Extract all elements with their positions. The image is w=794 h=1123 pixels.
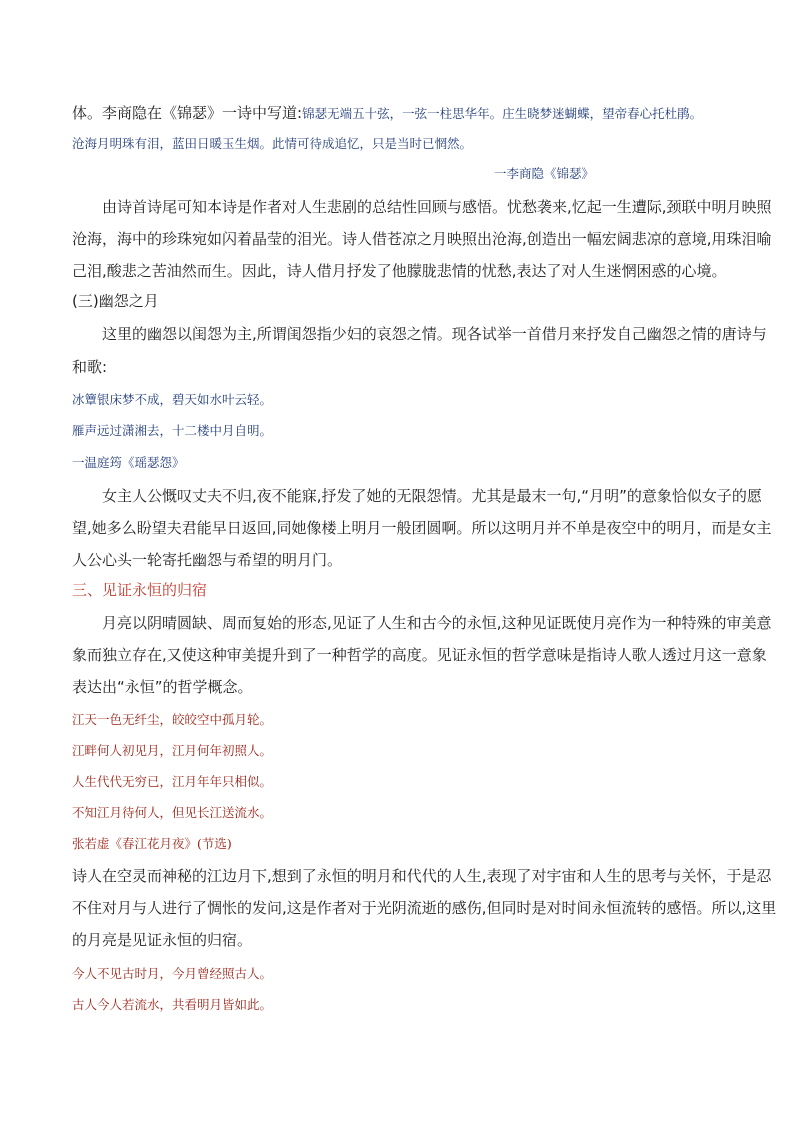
section-heading: (三)幽怨之月: [72, 292, 159, 310]
paragraph-line: 人公心头一轮寄托幽怨与希望的明月门。: [72, 551, 343, 569]
poem-verse: 雁声远过潇湘去，十二楼中月自明。: [72, 423, 273, 438]
poem-verse: 今人不见古时月，今月曾经照古人。: [72, 966, 273, 981]
poem-attribution: 一李商隐《锦瑟》: [493, 166, 594, 181]
poem-attribution: 张若虚《春江花月夜》(节选): [72, 836, 232, 851]
paragraph-line: 己泪,酸悲之苦油然而生。因此，诗人借月抒发了他朦胧悲情的忧愁,表达了对人生迷惘困惑的心境。: [72, 262, 727, 280]
poem-verse: 古人今人若流水，共看明月皆如此。: [72, 997, 273, 1012]
poem-verse: 不知江月待何人，但见长江送流水。: [72, 805, 273, 820]
poem-verse: 沧海月明珠有泪，蓝田日暖玉生烟。此情可待成追忆，只是当时已惘然。: [72, 136, 473, 151]
paragraph-line: 由诗首诗尾可知本诗是作者对人生悲剧的总结性回顾与感悟。忧愁袭来,忆起一生遭际,颈联中明月映照: [102, 198, 772, 216]
paragraph-line: [72, 103, 702, 124]
paragraph-line: 表达出“永恒”的哲学概念。: [72, 678, 253, 696]
paragraph-line: 诗人在空灵而神秘的江边月下,想到了永恒的明月和代代的人生,表现了对宇宙和人生的思考与关怀，于是忍: [72, 867, 772, 885]
paragraph-line: 和歌:: [72, 358, 108, 376]
paragraph-line: 望,她多么盼望夫君能早日返回,同她像楼上明月一般团圆啊。所以这明月并不单是夜空中的明月，而是女主: [72, 519, 772, 537]
paragraph-line: 的月亮是见证永恒的归宿。: [72, 931, 253, 949]
poem-attribution: 一温庭筠《瑶瑟怨》: [72, 455, 185, 470]
paragraph-line: 沧海，海中的珍珠宛如闪着晶莹的泪光。诗人借苍凉之月映照出沧海,创造出一幅宏阔悲凉的意境,用珠泪喻: [72, 230, 772, 248]
section-heading: 三、见证永恒的归宿: [72, 581, 208, 599]
paragraph-line: 象而独立存在,又使这种审美提升到了一种哲学的高度。见证永恒的哲学意味是指诗人歌人透过月这一意象: [72, 646, 767, 664]
paragraph-line: 月亮以阴晴圆缺、周而复始的形态,见证了人生和古今的永恒,这种见证既使月亮作为一种特殊的审美意: [102, 614, 772, 632]
paragraph-line: 这里的幽怨以闺怨为主,所谓闺怨指少妇的哀怨之情。现各试举一首借月来抒发自己幽怨之情的唐诗与: [102, 325, 767, 343]
body-text: 体。李商隐在《锦瑟》一诗中写道:: [72, 104, 303, 122]
poem-verse: 江畔何人初见月，江月何年初照人。: [72, 743, 273, 758]
paragraph-line: 不住对月与人进行了惆怅的发问,这是作者对于光阴流逝的感伤,但同时是对时间永恒流转的感悟。所以,这里: [72, 899, 777, 917]
poem-verse: 冰簟银床梦不成，碧天如水叶云轻。: [72, 392, 273, 407]
poem-verse: 锦瑟无端五十弦，一弦一柱思华年。庄生晓梦迷蝴蝶，望帝春心托杜鹃。: [302, 106, 703, 121]
poem-verse: 人生代代无穷已，江月年年只相似。: [72, 774, 273, 789]
paragraph-line: 女主人公慨叹丈夫不归,夜不能寐,抒发了她的无限怨情。尤其是最末一句,“月明”的意象恰似女子的愿: [102, 487, 762, 505]
poem-verse: 江天一色无纤尘，皎皎空中孤月轮。: [72, 712, 273, 727]
